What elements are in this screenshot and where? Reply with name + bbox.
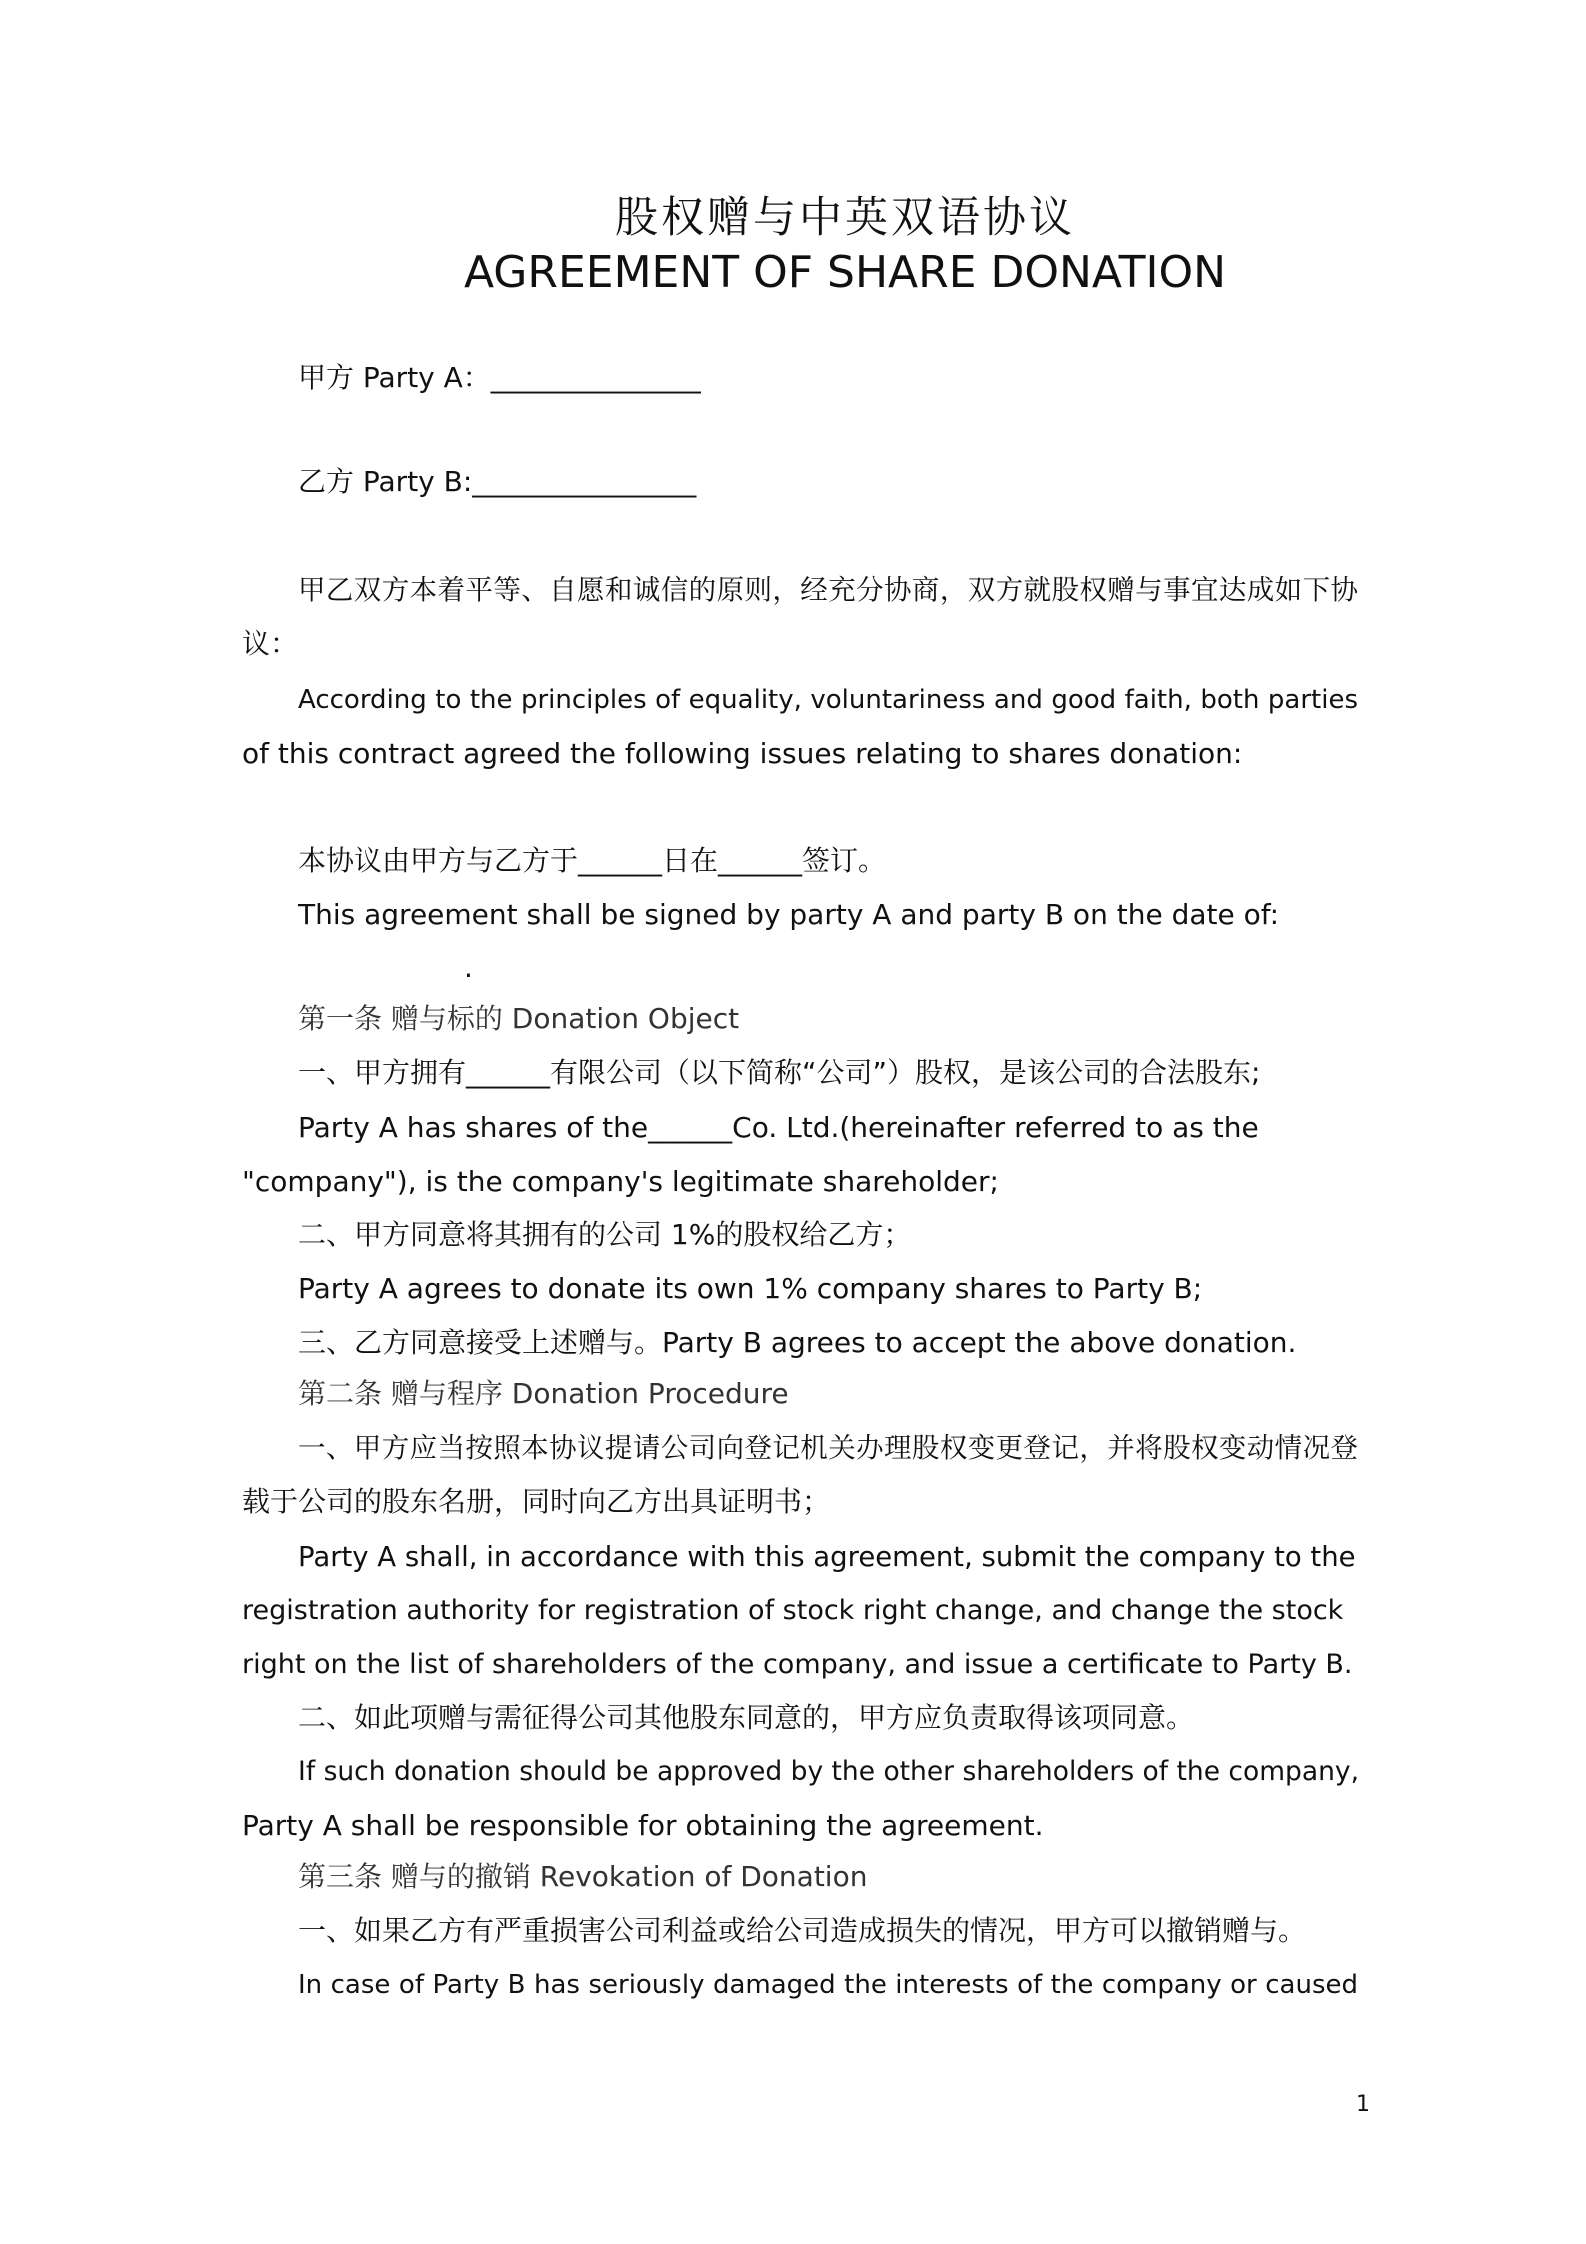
party-b-line: 乙方 Party B:________________ <box>298 465 697 498</box>
article-1-heading: 第一条 赠与标的 Donation Object <box>298 1002 740 1035</box>
article-3-clause-1-chinese: 一、如果乙方有严重损害公司利益或给公司造成损失的情况，甲方可以撤销赠与。 <box>298 1914 1307 1947</box>
article-3-clause-1-english: In case of Party B has seriously damaged the interests of the company or caused <box>298 1970 1358 2000</box>
preamble-english-line-end: of this contract agreed the following issues relating to shares donation: <box>242 737 1243 770</box>
article-2-clause-2-english-end: Party A shall be responsible for obtaining the agreement. <box>242 1809 1044 1842</box>
signing-date-chinese: 本协议由甲方与乙方于______日在______签订。 <box>298 844 887 877</box>
article-2-clause-2-english: If such donation should be approved by the other shareholders of the company, <box>298 1756 1359 1787</box>
article-1-clause-1-english-end: "company"), is the company's legitimate shareholder; <box>242 1165 999 1198</box>
article-1-clause-2-chinese: 二、甲方同意将其拥有的公司 1%的股权给乙方； <box>298 1218 912 1251</box>
preamble-chinese-line: 甲乙双方本着平等、自愿和诚信的原则，经充分协商，双方就股权赠与事宜达成如下协 <box>298 574 1358 606</box>
article-2-clause-1-english: Party A shall, in accordance with this agreement, submit the company to the <box>298 1541 1356 1573</box>
document-title-chinese: 股权赠与中英双语协议 <box>615 193 1075 243</box>
preamble-english-line: According to the principles of equality, voluntariness and good faith, both parties <box>298 685 1358 715</box>
article-2-clause-1-english-cont: registration authority for registration of stock right change, and change the stock <box>242 1595 1344 1626</box>
article-2-clause-1-chinese: 一、甲方应当按照本协议提请公司向登记机关办理股权变更登记，并将股权变动情况登 <box>298 1432 1358 1464</box>
article-1-clause-1-english: Party A has shares of the______Co. Ltd.(hereinafter referred to as the <box>298 1111 1259 1144</box>
article-2-heading: 第二条 赠与程序 Donation Procedure <box>298 1377 789 1410</box>
article-1-clause-3: 三、乙方同意接受上述赠与。Party B agrees to accept the above donation. <box>298 1326 1297 1359</box>
article-2-clause-1-english-end: right on the list of shareholders of the company, and issue a certificate to Party B. <box>242 1649 1353 1680</box>
signing-date-english: This agreement shall be signed by party A and party B on the date of: <box>298 898 1280 931</box>
article-1-clause-1-chinese: 一、甲方拥有______有限公司（以下简称“公司”）股权，是该公司的合法股东; <box>298 1056 1261 1089</box>
party-a-line: 甲方 Party A：_______________ <box>298 361 701 394</box>
article-2-clause-1-chinese-end: 载于公司的股东名册，同时向乙方出具证明书； <box>242 1485 831 1518</box>
document-title-english: AGREEMENT OF SHARE DONATION <box>463 247 1227 298</box>
article-2-clause-2-chinese: 二、如此项赠与需征得公司其他股东同意的，甲方应负责取得该项同意。 <box>298 1701 1195 1734</box>
signing-date-blank-dot: . <box>464 951 473 984</box>
preamble-chinese-line-end: 议： <box>242 627 299 660</box>
page-number: 1 <box>1356 2092 1370 2117</box>
article-3-heading: 第三条 赠与的撤销 Revokation of Donation <box>298 1860 868 1893</box>
article-1-clause-2-english: Party A agrees to donate its own 1% company shares to Party B; <box>298 1272 1203 1305</box>
